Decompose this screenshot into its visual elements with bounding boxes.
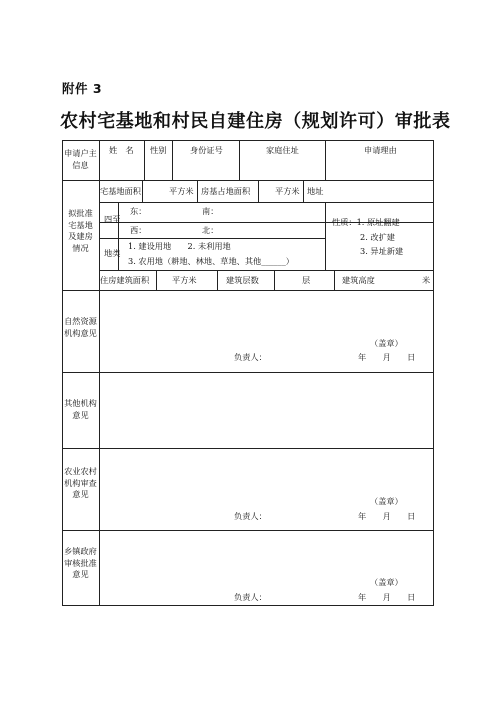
opinion-label-line: 其他机构 xyxy=(64,398,97,408)
col-divider xyxy=(325,140,326,180)
seal-label: （盖章） xyxy=(370,338,403,348)
col-divider xyxy=(142,180,143,202)
col-divider xyxy=(144,140,145,180)
col-divider xyxy=(156,270,157,290)
height-label: 建筑高度 xyxy=(342,275,375,285)
applicant-label xyxy=(62,148,99,171)
opinion-label-line: 意见 xyxy=(72,409,89,420)
natural-resources-opinion-label xyxy=(62,316,99,339)
proposal-label-line: 宅基地 xyxy=(68,219,93,230)
col-divider xyxy=(118,202,119,270)
attachment-number: 附件 3 xyxy=(62,81,103,96)
opinion-label-line: 机构意见 xyxy=(64,327,97,338)
unit-label: 平方米 xyxy=(169,186,194,196)
nature-option-1: 性质：1. 原址翻建 xyxy=(332,217,400,227)
land-type-option-2: 3. 农用地（耕地、林地、草地、其他______） xyxy=(128,256,294,266)
col-header-home-address: 家庭住址 xyxy=(266,145,299,155)
building-area-label: 住房建筑面积 xyxy=(100,275,150,285)
person-in-charge-label: 负责人： xyxy=(234,511,267,521)
seal-label: （盖章） xyxy=(370,496,403,506)
proposal-label-line: 情况 xyxy=(72,242,89,253)
row-divider xyxy=(62,530,434,531)
col-header-name: 姓 名 xyxy=(109,145,134,155)
row-divider xyxy=(99,238,325,239)
agriculture-review-opinion-label xyxy=(62,466,99,501)
col-header-gender: 性别 xyxy=(150,145,167,155)
col-divider xyxy=(217,270,218,290)
address-label: 地址 xyxy=(307,186,324,196)
applicant-label-line: 信息 xyxy=(72,159,89,170)
approval-form-table xyxy=(62,140,434,606)
four-bounds-label: 四至 xyxy=(104,214,121,224)
col-header-id-number: 身份证号 xyxy=(190,145,223,155)
nature-option-3: 3. 异址新建 xyxy=(360,246,404,256)
row-divider xyxy=(62,372,434,373)
col-divider xyxy=(239,140,240,180)
opinion-label-line: 意见 xyxy=(72,489,89,499)
floors-label: 建筑层数 xyxy=(226,275,259,285)
opinion-label-line: 自然资源 xyxy=(64,316,97,326)
date-label: 年 月 日 xyxy=(358,352,416,362)
opinion-label-line: 农业农村 xyxy=(64,466,97,476)
col-divider xyxy=(303,180,304,202)
col-divider xyxy=(334,270,335,290)
applicant-label-line: 申请户主 xyxy=(64,148,97,158)
proposal-label-line: 及建房 xyxy=(68,231,93,241)
row-divider xyxy=(62,448,434,449)
south-bound-label: 南： xyxy=(202,206,219,216)
land-type-option-1: 1. 建设用地 2. 未利用地 xyxy=(128,241,231,251)
opinion-label-line: 审核批准 xyxy=(64,557,97,568)
opinion-label-line: 机构审查 xyxy=(64,477,97,488)
row-divider xyxy=(99,202,434,203)
row-divider xyxy=(62,290,434,291)
homestead-area-label: 宅基地面积 xyxy=(100,186,141,196)
floor-unit-label: 层 xyxy=(302,275,311,285)
west-bound-label: 西： xyxy=(130,225,147,235)
col-divider xyxy=(258,180,259,202)
proposal-label-line: 拟批准 xyxy=(68,208,93,218)
form-title: 农村宅基地和村民自建住房（规划许可）审批表 xyxy=(60,111,451,132)
col-header-reason: 申请理由 xyxy=(364,145,397,155)
col-divider xyxy=(274,270,275,290)
nature-option-2: 2. 改扩建 xyxy=(360,232,395,242)
unit-label: 平方米 xyxy=(275,186,300,196)
east-bound-label: 东： xyxy=(130,206,147,216)
row-divider xyxy=(62,180,434,181)
seal-label: （盖章） xyxy=(370,577,403,587)
person-in-charge-label: 负责人： xyxy=(234,352,267,362)
height-unit-label: 米 xyxy=(422,275,431,285)
township-approval-opinion-label xyxy=(62,546,99,581)
date-label: 年 月 日 xyxy=(358,511,416,521)
date-label: 年 月 日 xyxy=(358,592,416,602)
house-base-area-label: 房基占地面积 xyxy=(201,186,251,196)
col-divider xyxy=(325,202,326,270)
label-column-divider xyxy=(99,140,100,606)
row-divider xyxy=(99,270,434,271)
person-in-charge-label: 负责人： xyxy=(234,592,267,602)
other-agency-opinion-label xyxy=(62,398,99,421)
col-divider xyxy=(197,180,198,202)
opinion-label-line: 乡镇政府 xyxy=(64,546,97,556)
land-type-label: 地类 xyxy=(104,248,121,258)
proposal-label xyxy=(62,208,99,254)
opinion-label-line: 意见 xyxy=(72,569,89,579)
north-bound-label: 北： xyxy=(202,225,219,235)
col-divider xyxy=(172,140,173,180)
unit-label: 平方米 xyxy=(172,275,197,285)
